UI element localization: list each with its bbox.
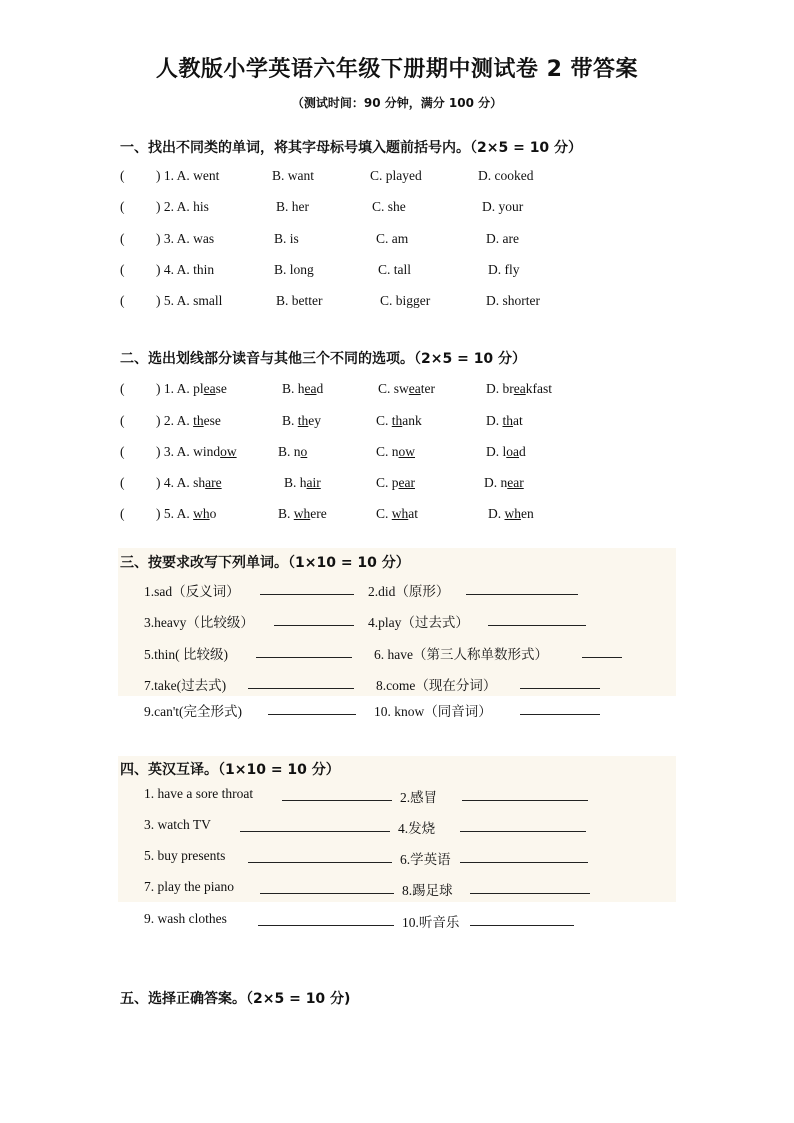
answer-paren[interactable]: ( bbox=[120, 475, 125, 490]
answer-paren[interactable]: ( bbox=[120, 444, 125, 459]
section-2-heading: 二、选出划线部分读音与其他三个不同的选项。（2×5 = 10 分） bbox=[120, 351, 527, 367]
answer-paren[interactable]: ( bbox=[120, 293, 125, 308]
answer-paren[interactable]: ( bbox=[120, 413, 125, 428]
exam-page: 人教版小学英语六年级下册期中测试卷 2 带答案 （测试时间：90 分钟，满分 100 分） 一、找出不同类的单词，将其字母标号填入题前括号内。（2×5 = 10 分） ( ) 1. A. went B. want C. played D. cooked ( ) 2. A. his B. her C. she D. your ( ) 3. A. was B. is C. am D. are ( ) 4. A. thin B. long C. tall D. fly ( ) 5. A. small B. better C. bigger D. shorter 二、选出划线部分读音与其他三个不同的选项。（2×5 = 10 分） ( ) 1. A. please B. head C. sweater D. breakfast ( ) 2. A. these B. they C. thank D. that ( ) 3. A. window B. no C. now D. load ( ) 4. A. share B. hair C. pear D. near ( ) 5. A. who B. where C. what D. when 三、按要求改写下列单词。（1×10 = 10 分） 1.sad（反义词） 2.did（原形） 3.heavy（比较级） 4.play（过去式） 5.thin( 比较级) 6. have（第三人称单数形式） 7.take(过去式) 8.come（现在分词） 9.can't(完全形式) 10. know（同音词） 四、英汉互译。（1×10 = 10 分） 1. have a sore throat 2.感冒 3. watch TV 4.发烧 5. buy presents 6.学英语 7. play the piano 8.踢足球 9. wash clothes 10.听音乐 五、选择正确答案。（2×5 = 10 分) bbox=[0, 0, 794, 1123]
answer-paren[interactable]: ( bbox=[120, 199, 125, 214]
answer-paren[interactable]: ( bbox=[120, 381, 125, 396]
section-1-heading: 一、找出不同类的单词，将其字母标号填入题前括号内。（2×5 = 10 分） bbox=[120, 140, 583, 156]
answer-blank[interactable] bbox=[260, 580, 354, 595]
page-title: 人教版小学英语六年级下册期中测试卷 2 带答案 bbox=[155, 57, 639, 82]
answer-paren[interactable]: ( bbox=[120, 262, 125, 277]
answer-paren[interactable]: ( bbox=[120, 231, 125, 246]
section-4-heading: 四、英汉互译。（1×10 = 10 分） bbox=[120, 762, 340, 778]
answer-paren[interactable]: ( bbox=[120, 506, 125, 521]
section-5-heading: 五、选择正确答案。（2×5 = 10 分) bbox=[120, 991, 351, 1007]
section-3-heading: 三、按要求改写下列单词。（1×10 = 10 分） bbox=[120, 555, 410, 571]
answer-paren[interactable]: ( bbox=[120, 168, 125, 183]
page-subtitle: （测试时间：90 分钟，满分 100 分） bbox=[291, 96, 503, 110]
